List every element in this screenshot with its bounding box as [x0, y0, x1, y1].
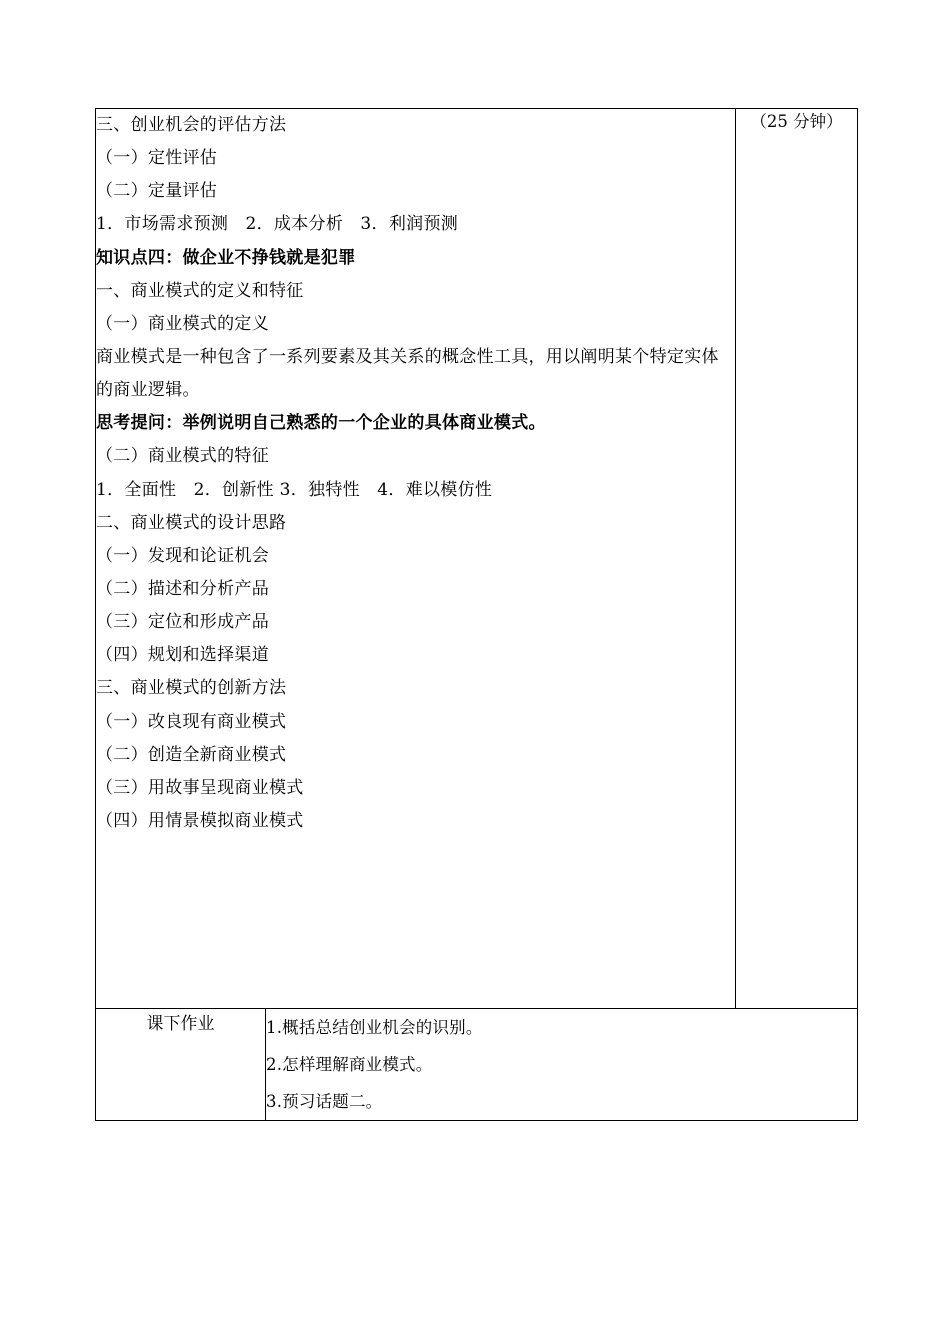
homework-label: 课下作业: [96, 1009, 266, 1121]
table-row-homework: [96, 1009, 858, 1121]
content-line: （四）规划和选择渠道: [96, 645, 269, 666]
content-line: 1．全面性 2．创新性 3．独特性 4．难以模仿性: [96, 479, 493, 500]
content-line: （一）定性评估: [96, 148, 218, 169]
content-line: （二）商业模式的特征: [96, 446, 269, 467]
content-line-heading: 知识点四：做企业不挣钱就是犯罪: [96, 247, 356, 268]
content-line: （一）发现和论证机会: [96, 545, 269, 566]
list-item: 1.概括总结创业机会的识别。: [266, 1018, 483, 1038]
content-line-question: 思考提问：举例说明自己熟悉的一个企业的具体商业模式。: [96, 413, 546, 434]
content-line: （一）改良现有商业模式: [96, 711, 287, 732]
content-line: 三、商业模式的创新方法: [96, 678, 287, 699]
content-line: （一）商业模式的定义: [96, 313, 269, 334]
content-line: （二）描述和分析产品: [96, 578, 269, 599]
content-line: 三、创业机会的评估方法: [96, 115, 287, 135]
list-item: 3.预习话题二。: [266, 1092, 383, 1112]
content-trailing-space: [96, 838, 735, 1008]
content-line: （四）用情景模拟商业模式: [96, 810, 304, 831]
definition-paragraph: 商业模式是一种包含了一系列要素及其关系的概念性工具，用以阐明某个特定实体的商业逻辑。: [96, 346, 719, 401]
homework-list-cell: [266, 1009, 858, 1121]
table-row-content: [96, 109, 858, 1009]
content-line: （三）用故事呈现商业模式: [96, 777, 304, 798]
content-line: （二）定量评估: [96, 181, 218, 202]
content-cell: [96, 109, 736, 1009]
content-line: （三）定位和形成产品: [96, 612, 269, 633]
content-line: 二、商业模式的设计思路: [96, 512, 287, 533]
content-line: 1．市场需求预测 2．成本分析 3．利润预测: [96, 214, 459, 235]
duration-cell: （25 分钟）: [736, 109, 858, 1009]
content-line: （二）创造全新商业模式: [96, 744, 287, 765]
lesson-plan-table: [95, 108, 858, 1121]
content-line: 一、商业模式的定义和特征: [96, 280, 304, 301]
list-item: 2.怎样理解商业模式。: [266, 1055, 433, 1075]
